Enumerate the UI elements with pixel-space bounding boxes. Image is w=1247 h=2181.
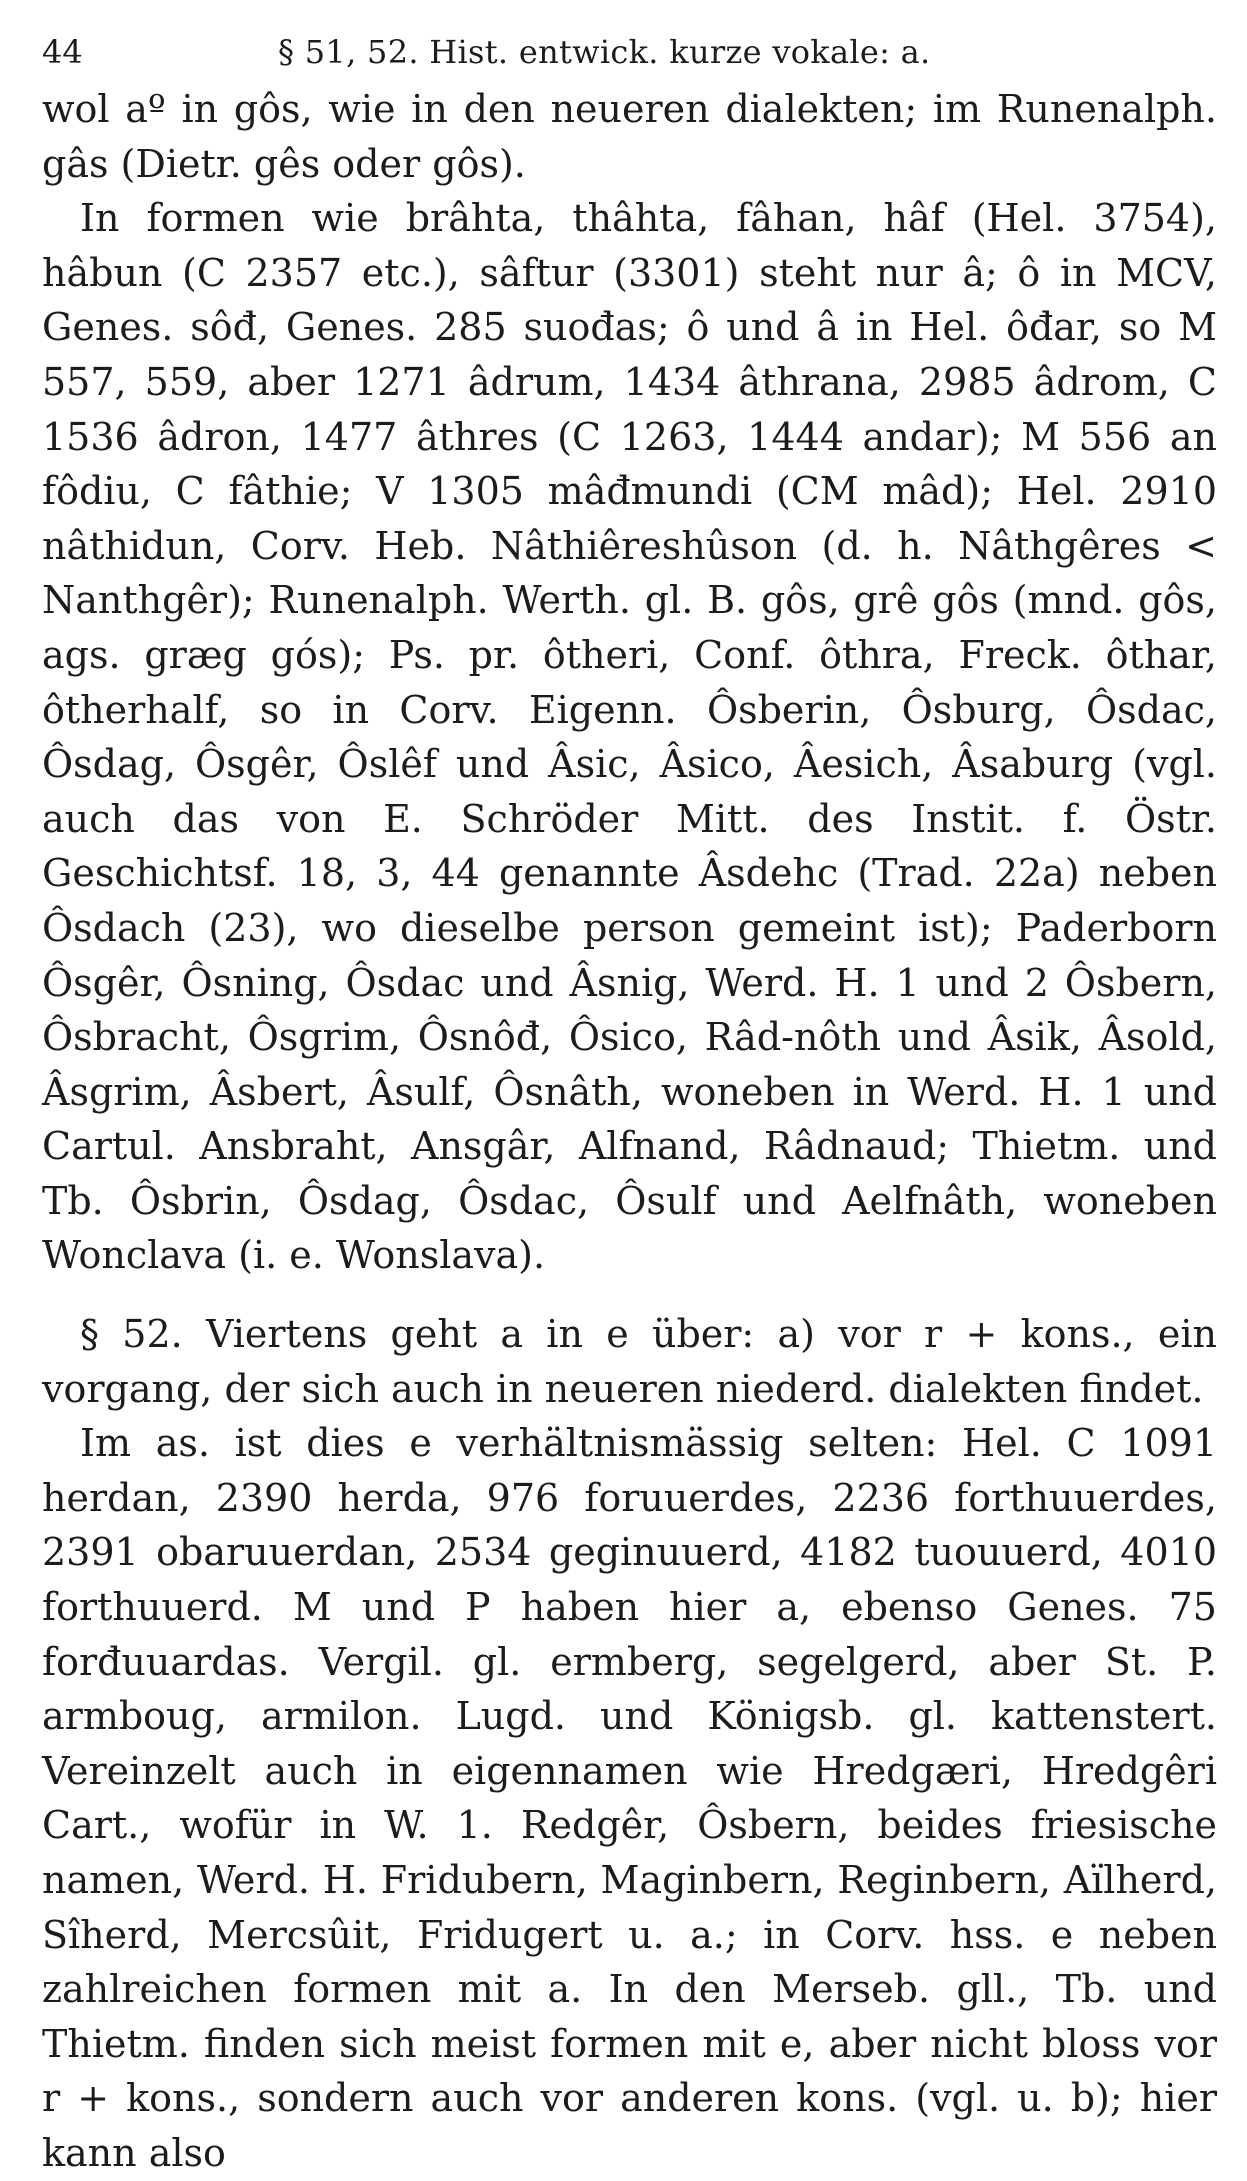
page-number: 44	[42, 33, 83, 71]
paragraph-im-as: Im as. ist dies e verhältnismässig selten: Hel. C 1091 herdan, 2390 herda, 976 foruuerdes, 2236 forthuuerdes, 2391 obaruuerdan, 2534 geginuuerd, 4182 tuouuerd, 4010 forthuuerd. M und P haben hier a, ebenso Genes. 75 forđuuardas. Vergil. gl. ermberg, segelgerd, aber St. P. armboug, armilon. Lugd. und Königsb. gl. kattenstert. Vereinzelt auch in eigennamen wie Hredgæri, Hredgêri Cart., wofür in W. 1. Redgêr, Ôsbern, beides friesische namen, Werd. H. Fridubern, Maginbern, Reginbern, Aïlherd, Sîherd, Mercsûit, Fridugert u. a.; in Corv. hss. e neben zahlreichen formen mit a. In den Merseb. gll., Tb. und Thietm. finden sich meist formen mit e, aber nicht bloss vor r + kons., sondern auch vor anderen kons. (vgl. u. b); hier kann also	[42, 1421, 1217, 2175]
paragraph-formen: In formen wie brâhta, thâhta, fâhan, hâf (Hel. 3754), hâbun (C 2357 etc.), sâftur (3301) steht nur â; ô in MCV, Genes. sôđ, Genes. 285 suođas; ô und â in Hel. ôđar, so M 557, 559, aber 1271 âdrum, 1434 âthrana, 2985 âdrom, C 1536 âdron, 1477 âthres (C 1263, 1444 andar); M 556 an fôdiu, C fâthie; V 1305 mâđmundi (CM mâd); Hel. 2910 nâthidun, Corv. Heb. Nâthiêreshûson (d. h. Nâthgêres < Nanthgêr); Runenalph. Werth. gl. B. gôs, grê gôs (mnd. gôs, ags. græg gós); Ps. pr. ôtheri, Conf. ôthra, Freck. ôthar, ôtherhalf, so in Corv. Eigenn. Ôsberin, Ôsburg, Ôsdac, Ôsdag, Ôsgêr, Ôslêf und Âsic, Âsico, Âesich, Âsaburg (vgl. auch das von E. Schröder Mitt. des Instit. f. Östr. Geschichtsf. 18, 3, 44 genannte Âsdehc (Trad. 22a) neben Ôsdach (23), wo dieselbe person gemeint ist); Paderborn Ôsgêr, Ôsning, Ôsdac und Âsnig, Werd. H. 1 und 2 Ôsbern, Ôsbracht, Ôsgrim, Ôsnôđ, Ôsico, Râd-nôth und Âsik, Âsold, Âsgrim, Âsbert, Âsulf, Ôsnâth, woneben in Werd. H. 1 und Cartul. Ansbraht, Ansgâr, Alfnand, Râdnaud; Thietm. und Tb. Ôsbrin, Ôsdag, Ôsdac, Ôsulf und Aelfnâth, woneben Wonclava (i. e. Wonslava).	[42, 196, 1217, 1278]
section-gap	[42, 1283, 1217, 1307]
paragraph-continuation: wol aº in gôs, wie in den neueren dialekten; im Runenalph. gâs (Dietr. gês oder gôs).	[42, 87, 1217, 186]
running-title: § 51, 52. Hist. entwick. kurze vokale: a.	[278, 33, 931, 71]
book-page	[42, 22, 1217, 2181]
paragraph-section-52: § 52. Viertens geht a in e über: a) vor r + kons., ein vorgang, der sich auch in neueren niederd. dialekten findet.	[42, 1312, 1217, 1411]
page-header	[42, 22, 1217, 82]
body-text	[42, 82, 1217, 2181]
